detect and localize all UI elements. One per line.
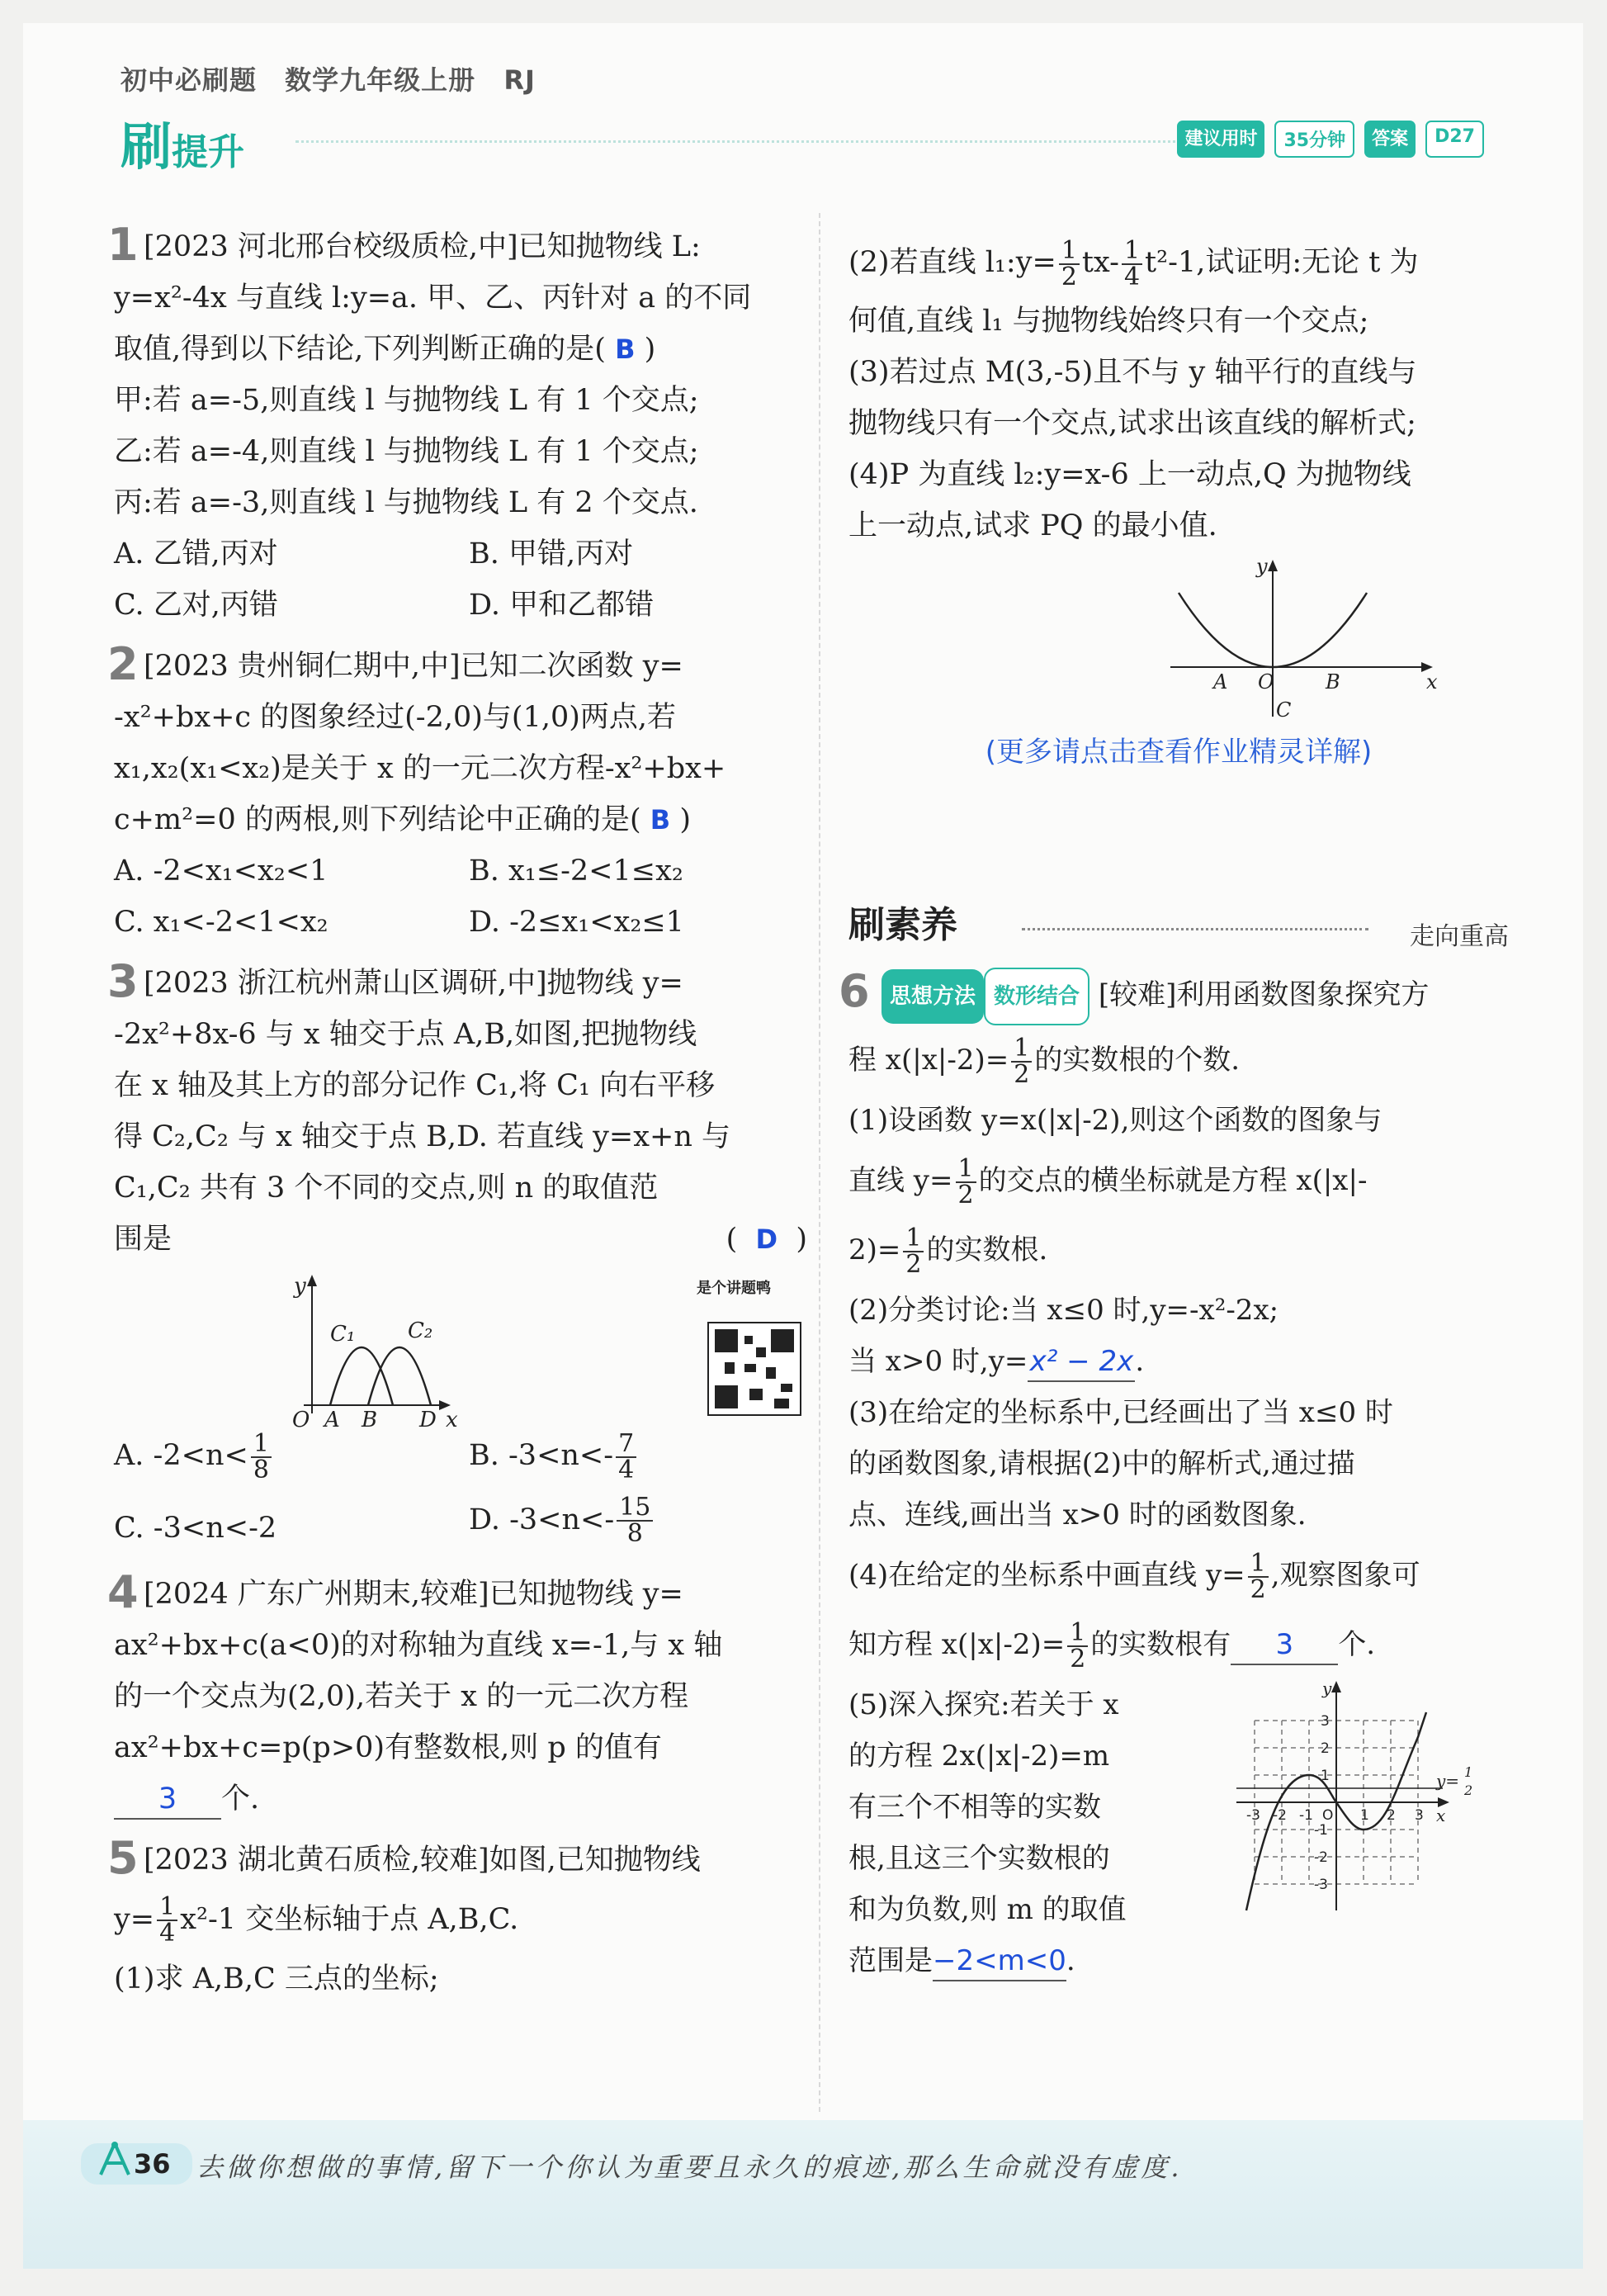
answer-choice: B	[615, 334, 636, 365]
tick-label: 1	[1321, 1768, 1330, 1784]
graph-label: A	[324, 1408, 340, 1430]
graph-label: x	[1426, 670, 1438, 694]
open-paren: (	[726, 1223, 738, 1256]
fraction: $\frac{1}{2}$	[1011, 1036, 1032, 1087]
option-a: A. -2<n< $\frac{1}{8}$	[114, 1430, 452, 1483]
problem-text: -2x²+8x-6 与 x 轴交于点 A,B,如图,把抛物线	[114, 1018, 697, 1051]
problem-text: 围是	[114, 1223, 173, 1256]
right-column: (2)若直线 l₁:y= $\frac{1}{2}$ tx- $\frac{1}{4}$ t²-1,试证明:无论 t 为 何值,直线 l₁ 与抛物线始终只有一个交点; (3)若过点 M(3,-5)且不与 y 轴平行的直线与 抛物线只有一个交点,试求出该直线的解析式; (4)P 为直线 l₂:y=x-6 上一动点,Q 为抛物线 上一动点,试求 PQ 的最小值. y A O B x C (更多请点击查看作业精灵详解) 刷素养 走向重高 6 思想方法 数形结合 [较难]利用函数图象探究方 程 x(|x|-2)= $\frac{1}{2}$ 的实数根的个数. (1)设函数 y=x(|x|-2),则这个函数的图象与 直线 y= $\frac{1}{2}$ 的交点的横坐标就是方程 x(|x|- 2)= $\frac{1}{2}$ 的实数根. (2)分类讨论:当 x≤0 时,y=-x²-2x; 当 x>0 时,y=x² − 2x. (3)在给定的坐标系中,已经画出了当 x≤0 时 的函数图象,请根据(2)中的解析式,通过描 点、连线,画出当 x>0 时的函数图象. (4)在给定的坐标系中画直线 y= $\frac{1}{2}$ ,观察图象可 知方程 x(|x|-2)= $\frac{1}{2}$ 的实数根有 3 个. (5)深入探究:若关于 x 的方程 2x(|x|-2)=m 有三个不相等的实数 根,且这三个实数根的 和为负数,则 m 的取值 范围是−2<m<0. y x y= 1 2 -3 -2 -1 O 1 2 3 3 2 1 -1 -2 -3	[848, 230, 1509, 2003]
answer-choice: D	[755, 1224, 778, 1255]
graph-label: B	[1326, 670, 1340, 694]
fraction: $\frac{1}{2}$	[956, 1157, 976, 1208]
problem-text: 甲:若 a=-5,则直线 l 与抛物线 L 有 1 个交点;	[114, 384, 699, 417]
problem-text: [2023 河北邢台校级质检,中]已知抛物线 L:	[144, 230, 701, 263]
problem-text: 在 x 轴及其上方的部分记作 C₁,将 C₁ 向右平移	[114, 1069, 716, 1102]
sub-question: 的函数图象,请根据(2)中的解析式,通过描	[848, 1447, 1355, 1480]
close-paren: )	[679, 803, 691, 836]
problem-text: [2023 浙江杭州萧山区调研,中]抛物线 y=	[144, 967, 683, 1000]
graph-label: y	[1322, 1678, 1332, 1698]
footer-motto: 去做你想做的事情,留下一个你认为重要且永久的痕迹,那么生命就没有虚度.	[196, 2152, 1183, 2183]
fraction: $\frac{1}{4}$	[1122, 239, 1142, 290]
sub-question: 抛物线只有一个交点,试求出该直线的解析式;	[848, 407, 1416, 440]
sub-question: (1)求 A,B,C 三点的坐标;	[114, 1962, 439, 1995]
left-column	[107, 219, 807, 2014]
problem-text: c+m²=0 的两根,则下列结论中正确的是(	[114, 803, 641, 836]
option-b: B. -3<n<- $\frac{7}{4}$	[469, 1430, 807, 1483]
graph-label: x	[1436, 1806, 1446, 1825]
sub-question: 根,且这三个实数根的	[848, 1842, 1110, 1875]
problem-number: 2	[107, 638, 139, 690]
section-divider	[1022, 928, 1368, 930]
tick-label: -1	[1314, 1822, 1328, 1839]
problem-text: -x²+bx+c 的图象经过(-2,0)与(1,0)两点,若	[114, 701, 677, 734]
sub-question: 何值,直线 l₁ 与抛物线始终只有一个交点;	[848, 305, 1369, 338]
problem-text: y=x²-4x 与直线 l:y=a. 甲、乙、丙针对 a 的不同	[114, 282, 752, 315]
problem-5: 5 [2023 湖北黄石质检,较难]如图,已知抛物线 y= $\frac{1}{4}$ x²-1 交坐标轴于点 A,B,C. (1)求 A,B,C 三点的坐标;	[114, 1834, 807, 2005]
graph-label: x	[446, 1408, 458, 1430]
method-tag: 思想方法	[881, 969, 984, 1024]
header-tags	[1177, 121, 1484, 158]
answer-blank[interactable]: 3	[1231, 1626, 1338, 1665]
sub-question: 有三个不相等的实数	[848, 1791, 1101, 1824]
qr-caption: 是个讲题鸭	[697, 1280, 771, 1297]
graph-label: y	[294, 1274, 306, 1299]
problem-3-figure	[114, 1265, 807, 1430]
fraction: $\frac{7}{4}$	[616, 1432, 636, 1483]
fraction: $\frac{1}{2}$	[903, 1226, 924, 1277]
problem-number: 4	[107, 1565, 139, 1618]
fraction: $\frac{1}{2}$	[1067, 1621, 1088, 1672]
sub-question: 的方程 2x(|x|-2)=m	[848, 1740, 1110, 1773]
close-paren: )	[796, 1223, 807, 1256]
problem-number: 6	[839, 965, 870, 1017]
fraction: $\frac{1}{2}$	[1059, 239, 1080, 290]
graph-label: B	[362, 1408, 378, 1430]
tick-label: 2	[1321, 1740, 1330, 1757]
problem-text: [2023 湖北黄石质检,较难]如图,已知抛物线	[144, 1843, 701, 1877]
fraction: $\frac{1}{8}$	[251, 1432, 272, 1483]
sub-question: (3)在给定的坐标系中,已经画出了当 x≤0 时	[848, 1396, 1393, 1429]
problem-text: [较难]利用函数图象探究方	[1098, 978, 1430, 1011]
answer-label[interactable]: 答案	[1364, 121, 1416, 158]
compass-icon	[94, 2140, 135, 2178]
subject-name: 数学九年级上册	[285, 64, 476, 96]
problem-text: [2023 贵州铜仁期中,中]已知二次函数 y=	[144, 650, 683, 683]
graph-label: y	[1256, 555, 1268, 578]
tick-label: O	[1322, 1807, 1334, 1824]
page-header	[23, 23, 1583, 180]
option-c: C. -3<n<-2	[114, 1511, 277, 1545]
sub-question: 和为负数,则 m 的取值	[848, 1893, 1127, 1926]
tick-label: 3	[1415, 1807, 1424, 1824]
fraction: $\frac{15}{8}$	[617, 1495, 653, 1546]
more-details-link[interactable]: (更多请点击查看作业精灵详解)	[985, 736, 1373, 769]
sub-question: (3)若过点 M(3,-5)且不与 y 轴平行的直线与	[848, 356, 1417, 389]
section-title: 刷素养	[848, 904, 957, 946]
problem-5-graph	[848, 552, 1509, 725]
problem-text: 取值,得到以下结论,下列判断正确的是(	[114, 333, 606, 366]
option-c: C. 乙对,丙错	[114, 589, 278, 622]
problem-number: 5	[107, 1831, 139, 1884]
problem-text: 丙:若 a=-3,则直线 l 与抛物线 L 有 2 个交点.	[114, 486, 698, 519]
problem-text: ax²+bx+c=p(p>0)有整数根,则 p 的值有	[114, 1730, 662, 1764]
problem-text: 乙:若 a=-4,则直线 l 与抛物线 L 有 1 个交点;	[114, 435, 699, 468]
page	[23, 23, 1583, 2269]
problem-3	[107, 955, 807, 1554]
answer-page[interactable]: D27	[1425, 121, 1484, 158]
answer-blank[interactable]: x² − 2x	[1028, 1342, 1135, 1382]
sub-question: (5)深入探究:若关于 x	[848, 1688, 1119, 1721]
section-header	[848, 893, 1509, 959]
problem-2	[107, 638, 807, 948]
graph-label: D	[419, 1408, 437, 1430]
problem-1	[107, 219, 807, 631]
page-number: 36	[81, 2143, 192, 2185]
problem-text: 得 C₂,C₂ 与 x 轴交于点 B,D. 若直线 y=x+n 与	[114, 1120, 730, 1153]
problem-number: 3	[107, 955, 139, 1007]
sub-question: 上一动点,试求 PQ 的最小值.	[848, 509, 1217, 542]
option-list	[114, 528, 807, 631]
time-label: 建议用时	[1177, 121, 1264, 158]
section-tag: 走向重高	[1410, 922, 1509, 951]
curve-c1	[330, 1347, 393, 1405]
sub-question: (2)分类讨论:当 x≤0 时,y=-x²-2x;	[848, 1294, 1279, 1327]
fraction: $\frac{1}{4}$	[157, 1895, 177, 1946]
method-tag: 数形结合	[984, 968, 1089, 1025]
option-a: A. -2<x₁<x₂<1	[114, 854, 328, 888]
brand-sub: 提升	[172, 131, 245, 173]
option-d: D. -3<n<- $\frac{15}{8}$	[469, 1494, 807, 1554]
graph-label: C₁	[330, 1322, 356, 1347]
problem-number: 1	[107, 219, 139, 271]
qr-code[interactable]	[708, 1323, 801, 1415]
option-b: B. 甲错,丙对	[469, 537, 634, 570]
tick-label: -1	[1299, 1807, 1313, 1824]
problem-text: [2024 广东广州期末,较难]已知抛物线 y=	[144, 1577, 683, 1611]
column-divider	[819, 213, 820, 2112]
graph-label: C	[1276, 698, 1292, 722]
curve-c2	[368, 1347, 431, 1405]
option-d: D. -2≤x₁<x₂≤1	[469, 906, 684, 939]
problem-6-graph	[1220, 1671, 1501, 1976]
problem-4	[107, 1565, 807, 1825]
graph-label: O	[292, 1408, 310, 1430]
close-paren: )	[644, 333, 656, 366]
problem-text: 的一个交点为(2,0),若关于 x 的一元二次方程	[114, 1679, 689, 1713]
answer-blank[interactable]: 3	[114, 1780, 221, 1820]
option-a: A. 乙错,丙对	[114, 537, 278, 570]
option-d: D. 甲和乙都错	[469, 589, 655, 622]
header-title	[121, 59, 554, 97]
option-b: B. x₁≤-2<1≤x₂	[469, 854, 683, 888]
problem-text: ax²+bx+c(a<0)的对称轴为直线 x=-1,与 x 轴	[114, 1628, 723, 1662]
option-c: C. x₁<-2<1<x₂	[114, 906, 328, 939]
option-list	[114, 845, 807, 948]
answer-suffix: 个.	[221, 1782, 260, 1815]
header-divider	[295, 140, 1187, 143]
problem-text: C₁,C₂ 共有 3 个不同的交点,则 n 的取值范	[114, 1172, 659, 1205]
tick-label: -3	[1314, 1877, 1328, 1893]
brand-main: 刷	[121, 116, 173, 177]
sub-question: (1)设函数 y=x(|x|-2),则这个函数的图象与	[848, 1104, 1382, 1137]
sub-question: (4)P 为直线 l₂:y=x-6 上一动点,Q 为抛物线	[848, 458, 1411, 491]
graph-label: A	[1213, 670, 1228, 694]
graph-label: y=	[1436, 1771, 1460, 1791]
problem-text: x₁,x₂(x₁<x₂)是关于 x 的一元二次方程-x²+bx+	[114, 752, 726, 785]
tick-label: -2	[1273, 1807, 1287, 1824]
graph-label: O	[1258, 670, 1274, 694]
fraction: $\frac{1}{2}$	[1248, 1551, 1269, 1602]
tick-label: -2	[1314, 1849, 1328, 1866]
option-list	[114, 1430, 807, 1554]
answer-blank[interactable]: −2<m<0	[933, 1942, 1066, 1981]
sub-question: 点、连线,画出当 x>0 时的函数图象.	[848, 1498, 1307, 1531]
section-brand	[121, 106, 244, 179]
page-footer	[23, 2120, 1583, 2269]
graph-label: C₂	[408, 1318, 433, 1343]
edition-label: RJ	[503, 64, 536, 96]
parabola-graph	[114, 1265, 807, 1430]
answer-choice: B	[650, 804, 671, 836]
tick-label: 2	[1387, 1807, 1396, 1824]
y-axis-arrow	[307, 1275, 317, 1286]
tick-label: 1	[1360, 1807, 1369, 1824]
tick-label: -3	[1246, 1807, 1260, 1824]
time-value: 35分钟	[1274, 121, 1354, 158]
series-name: 初中必刷题	[121, 64, 258, 96]
graph-label: 1	[1464, 1764, 1473, 1780]
problem-6: 6 思想方法 数形结合 [较难]利用函数图象探究方 程 x(|x|-2)= $\frac{1}{2}$ 的实数根的个数. (1)设函数 y=x(|x|-2),则这个函数的图象与 直线 y= $\frac{1}{2}$ 的交点的横坐标就是方程 x(|x|- 2)= $\frac{1}{2}$ 的实数根. (2)分类讨论:当 x≤0 时,y=-x²-2x; 当 x>0 时,y=x² − 2x. (3)在给定的坐标系中,已经画出了当 x≤0 时 的函数图象,请根据(2)中的解析式,通过描 点、连线,画出当 x>0 时的函数图象. (4)在给定的坐标系中画直线 y= $\frac{1}{2}$ ,观察图象可 知方程 x(|x|-2)= $\frac{1}{2}$ 的实数根有 3 个. (5)深入探究:若关于 x 的方程 2x(|x|-2)=m 有三个不相等的实数 根,且这三个实数根的 和为负数,则 m 的取值 范围是−2<m<0. y x y= 1 2 -3 -2 -1 O 1 2 3 3 2 1 -1 -2 -3	[848, 968, 1509, 1993]
tick-label: 3	[1321, 1713, 1330, 1730]
graph-label: 2	[1464, 1782, 1473, 1798]
